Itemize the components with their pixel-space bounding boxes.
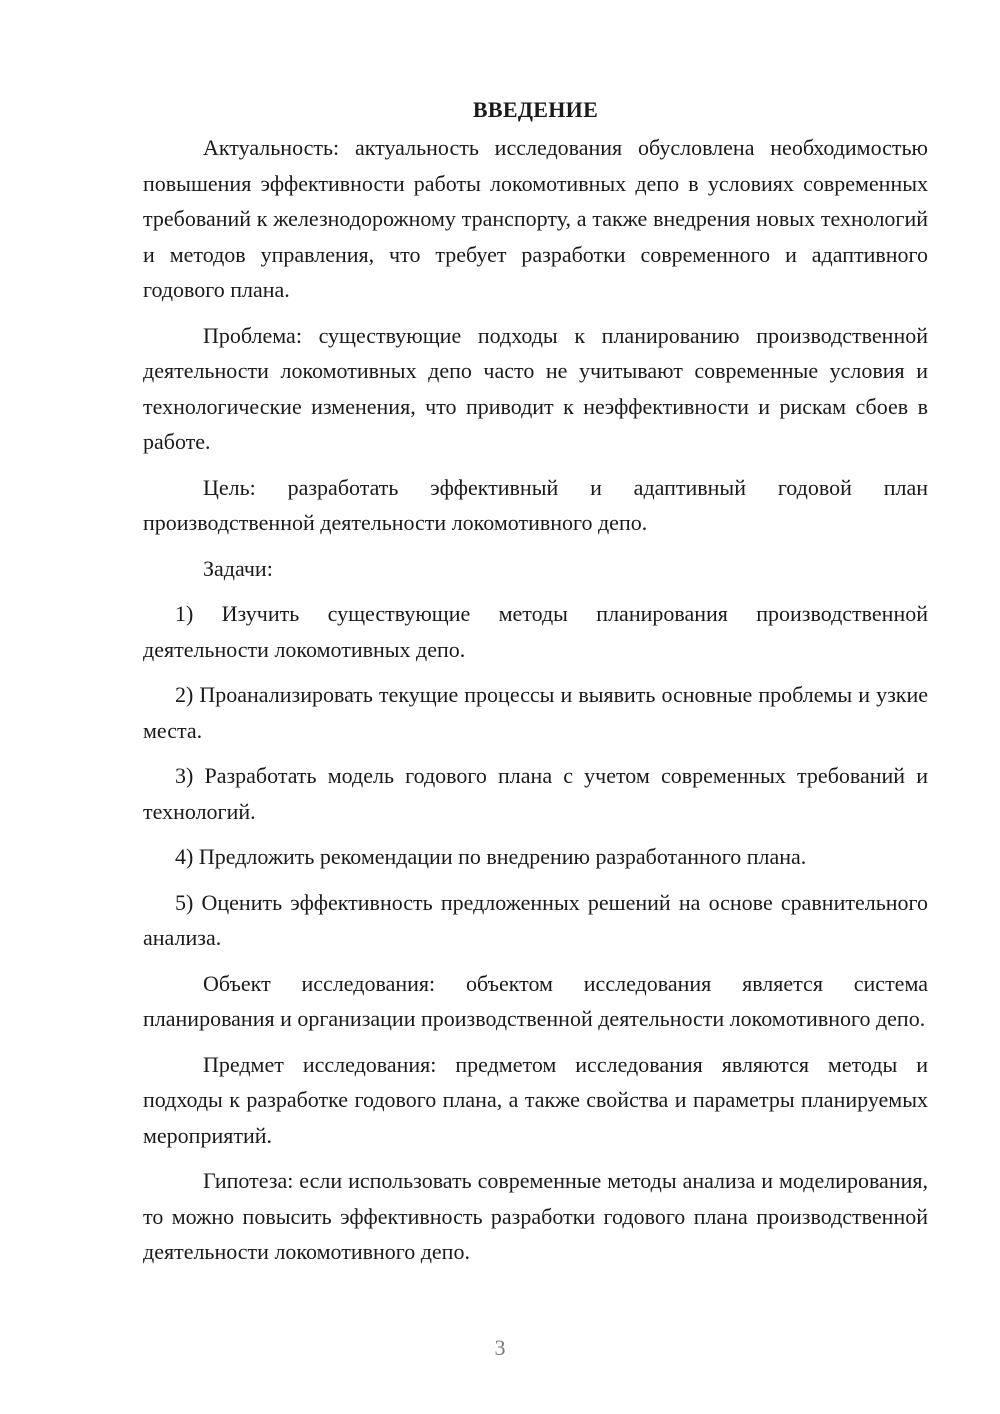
task-item-3: 3) Разработать модель годового плана с учетом современных требований и технологий. — [143, 763, 928, 824]
paragraph-goal: Цель: разработать эффективный и адаптивный годовой план производственной деятельности локомотивного депо. — [143, 474, 928, 535]
task-item-2: 2) Проанализировать текущие процессы и выявить основные проблемы и узкие места. — [143, 682, 928, 743]
document-page — [143, 92, 928, 1280]
paragraph-subject: Предмет исследования: предметом исследования являются методы и подходы к разработке годового плана, а также свойства и параметры планируемых мероприятий. — [143, 1051, 928, 1148]
task-item-5: 5) Оценить эффективность предложенных решений на основе сравнительного анализа. — [143, 889, 928, 950]
paragraph-object: Объект исследования: объектом исследования является система планирования и организации производственной деятельности локомотивного депо. — [143, 970, 928, 1031]
paragraph-problem: Проблема: существующие подходы к планированию производственной деятельности локомотивных депо часто не учитывают современные условия и технологические изменения, что приводит к неэффективности и рискам сбоев в работе. — [143, 322, 928, 454]
paragraph-hypothesis: Гипотеза: если использовать современные методы анализа и моделирования, то можно повысить эффективность разработки годового плана производственной деятельности локомотивного депо. — [143, 1168, 928, 1264]
task-item-4: 4) Предложить рекомендации по внедрению разработанного плана. — [175, 844, 807, 869]
page-number: 3 — [494, 1335, 506, 1360]
section-heading: ВВЕДЕНИЕ — [472, 97, 599, 122]
tasks-label: Задачи: — [203, 555, 273, 581]
paragraph-relevance: Актуальность: актуальность исследования обусловлена необходимостью повышения эффективности работы локомотивных депо в условиях современных требований к железнодорожному транспорту, а также внедрения новых технологий и методов управления, что требует разработки современного и адаптивного годового плана. — [143, 135, 928, 302]
task-item-1: 1) Изучить существующие методы планирования производственной деятельности локомотивных депо. — [143, 601, 928, 662]
